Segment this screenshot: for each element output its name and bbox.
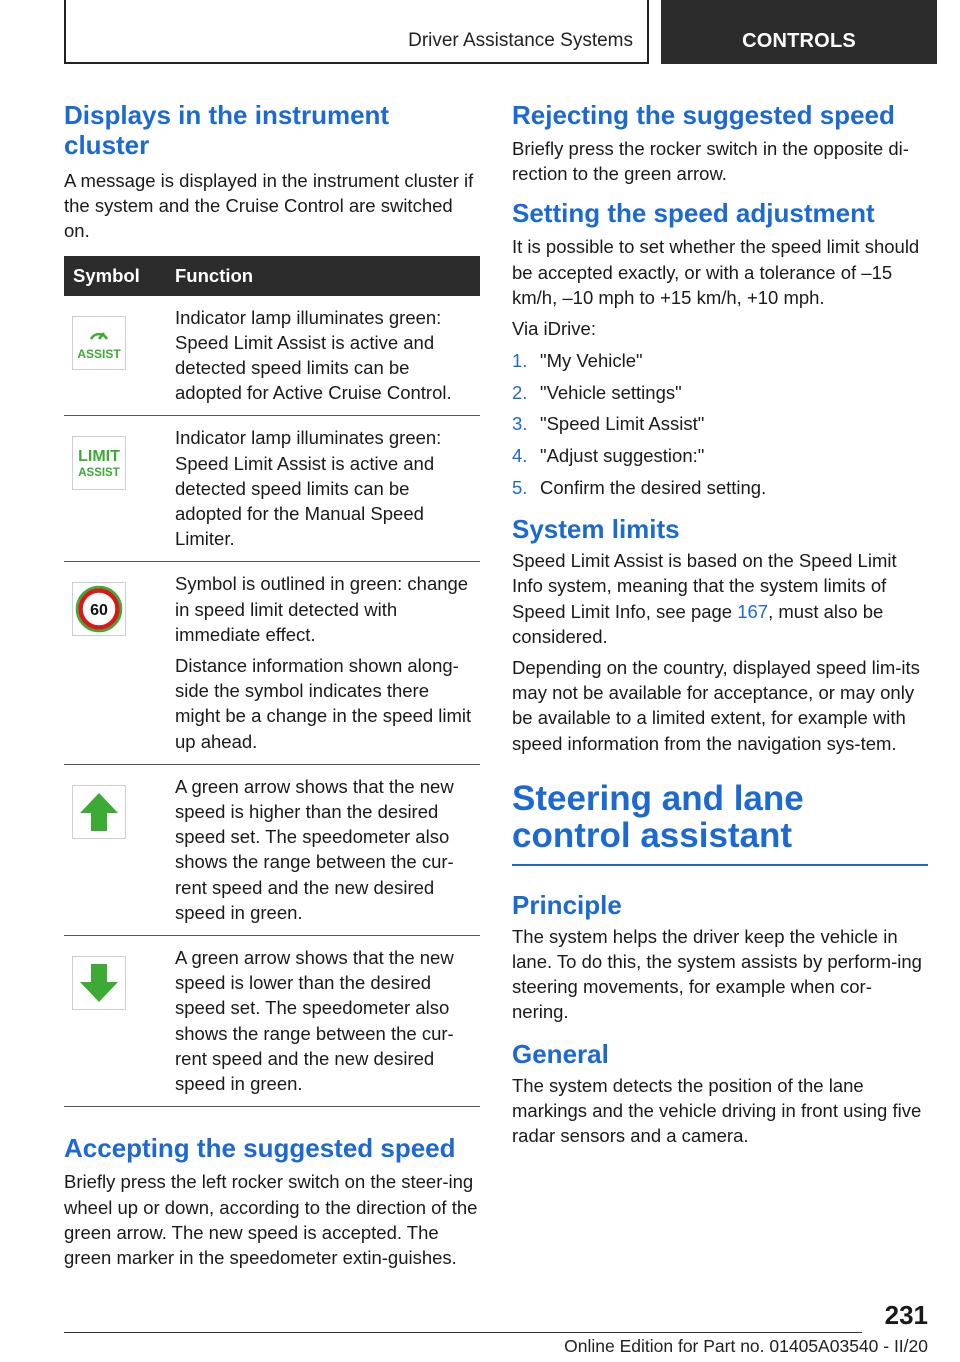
rejecting-heading: Rejecting the suggested speed — [512, 100, 895, 130]
svg-text:ASSIST: ASSIST — [78, 467, 120, 480]
accepting-text: Briefly press the left rocker switch on the steer-ing wheel up or down, according to the direction of the green arrow. The new speed is accepted. The green marker in the speedometer extin-guishes. — [64, 1171, 478, 1268]
accepting-heading: Accepting the suggested speed — [64, 1133, 456, 1164]
assist-speedometer-icon — [72, 316, 126, 370]
right-column — [512, 100, 928, 1148]
limits-heading: System limits — [512, 514, 680, 545]
heading-rule — [512, 864, 928, 866]
green-arrow-up-icon — [72, 785, 126, 839]
header-section-tab — [64, 0, 649, 64]
list-item: 3. "Speed Limit Assist" — [512, 413, 705, 435]
list-item: 1. "My Vehicle" — [512, 349, 643, 371]
limit-assist-icon — [72, 436, 126, 490]
displays-intro: A message is displayed in the instrument cluster if the system and the Cruise Control are switched on. — [64, 170, 474, 242]
table-row — [64, 296, 480, 416]
row-1-function: Indicator lamp illuminates green: Speed Limit Assist is active and detected speed limits can be adopted for Active Cruise Control. — [175, 306, 452, 404]
section-title: Driver Assistance Systems — [408, 30, 633, 51]
setting-heading: Setting the speed adjustment — [512, 198, 875, 229]
limits-text: Speed Limit Assist is based on the Speed Limit Info system, meaning that the system limits of Speed Limit Info, see page 167, must also be considered. — [512, 550, 897, 647]
green-arrow-down-icon — [72, 956, 126, 1010]
table-row — [64, 764, 480, 935]
header-chapter-tab — [661, 0, 937, 64]
table-row — [64, 416, 480, 562]
footer-rule — [64, 1332, 862, 1333]
list-item: 2. "Vehicle settings" — [512, 381, 682, 403]
svg-text:60: 60 — [90, 602, 108, 620]
principle-text: The system helps the driver keep the vehicle in lane. To do this, the system assists by perform-ing steering movements, for example when cor-nering. — [512, 925, 922, 1023]
row-2-function: Indicator lamp illuminates green: Speed Limit Assist is active and detected speed limits can be adopted for the Manual Speed Limiter. — [175, 427, 442, 550]
general-heading: General — [512, 1038, 609, 1069]
edition-footer: Online Edition for Part no. 01405A03540 - II/20 — [564, 1336, 928, 1356]
page-number: 231 — [884, 1300, 928, 1330]
table-row — [64, 562, 480, 764]
symbol-table — [64, 256, 480, 1108]
limits-text-2: Depending on the country, displayed speed lim-its may not be available for acceptance, or may only be available to a limited extent, for example with speed information from the navigation sys-tem. — [512, 657, 920, 754]
col-symbol-header: Symbol — [64, 256, 172, 296]
speed-limit-sign-icon — [72, 582, 126, 636]
rejecting-text: Briefly press the rocker switch in the opposite di-rection to the green arrow. — [512, 138, 909, 185]
idrive-steps — [512, 348, 928, 500]
chapter-title: CONTROLS — [742, 30, 856, 52]
svg-text:LIMIT: LIMIT — [78, 448, 120, 466]
row-3-function-note: Distance information shown along-side the symbol indicates there might be a change in the speed limit up ahead. — [175, 655, 472, 752]
setting-text: It is possible to set whether the speed limit should be accepted exactly, or with a tolerance of –15 km/h, –10 mph to +15 km/h, +10 mph. — [512, 236, 920, 308]
principle-heading: Principle — [512, 889, 622, 920]
row-5-function: A green arrow shows that the new speed is lower than the desired speed set. The speedometer also shows the range between the cur-rent speed and the new desired speed in green. — [175, 947, 454, 1095]
list-item: 5. Confirm the desired setting. — [512, 477, 767, 498]
via-idrive: Via iDrive: — [512, 318, 596, 340]
page-link[interactable]: 167 — [737, 600, 769, 622]
left-column — [64, 100, 480, 1270]
col-function-header: Function — [172, 256, 480, 296]
row-3-function: Symbol is outlined in green: change in speed limit detected with immediate effect. — [175, 573, 469, 645]
displays-heading: Displays in the instrument cluster — [64, 100, 390, 160]
table-row — [64, 936, 480, 1107]
svg-text:ASSIST: ASSIST — [77, 346, 121, 361]
row-4-function: A green arrow shows that the new speed is higher than the desired speed set. The speedometer also shows the range between the cur-rent speed and the new desired speed in green. — [175, 775, 454, 923]
table-header-row — [64, 256, 480, 296]
steering-heading: Steering and lane control assistant — [512, 778, 804, 855]
list-item: 4. "Adjust suggestion:" — [512, 445, 705, 467]
general-text: The system detects the position of the lane markings and the vehicle driving in front using five radar sensors and a camera. — [512, 1074, 922, 1147]
